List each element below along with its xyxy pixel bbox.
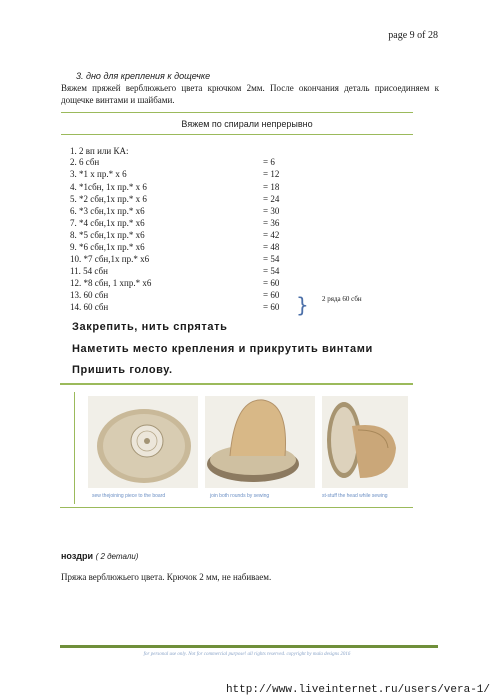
round-label: 2. 6 сбн [70, 157, 100, 167]
nostrils-heading [61, 551, 138, 561]
round-label: 14. 60 сбн [70, 302, 109, 312]
round-label: 1. 2 вп или КА: [70, 146, 129, 156]
nostrils-count: ( 2 детали) [95, 552, 139, 561]
photos-left-rule [74, 392, 75, 504]
round-count: = 48 [263, 242, 280, 252]
round-count: = 54 [263, 254, 280, 264]
round-count: = 18 [263, 182, 280, 192]
photo-caption-2: join both rounds by sewing [210, 493, 270, 499]
section-title: 3. дно для крепления к дощечке [76, 71, 211, 81]
spiral-banner: Вяжем по спирали непрерывно [181, 119, 313, 129]
photo-caption-1: sew thejoining piece to the board [92, 493, 166, 499]
footer-rule [60, 645, 438, 648]
round-count: = 54 [263, 266, 280, 276]
banner-bottom-rule [61, 134, 413, 135]
round-label: 3. *1 х пр.* х 6 [70, 169, 127, 179]
footer-copyright: for personal use only. Not for commercial purpose! all rights reserved. copyright by mala designs 2016 [143, 652, 351, 657]
round-label: 7. *4 сбн,1х пр.* х6 [70, 218, 145, 228]
photo-join [205, 396, 315, 488]
round-label: 13. 60 сбн [70, 290, 109, 300]
round-count: = 12 [263, 169, 280, 179]
round-label: 6. *3 сбн,1х пр.* х6 [70, 206, 145, 216]
intro-text: Вяжем пряжей верблюжьего цвета крючком 2мм. После окончания деталь присоединяем к дощечке винтами и шайбами. [61, 83, 439, 105]
page-number: page 9 of 28 [388, 30, 438, 41]
round-count: = 24 [263, 194, 280, 204]
round-count: = 60 [263, 290, 280, 300]
round-label: 9. *6 сбн,1х пр.* х6 [70, 242, 145, 252]
photo-stuff [322, 396, 408, 488]
round-label: 4. *1сбн, 1х пр.* х 6 [70, 182, 147, 192]
brace-icon: } [296, 293, 309, 317]
photos-top-rule [60, 383, 413, 385]
nostrils-title: ноздри [61, 551, 94, 561]
photo-caption-3: st-stuff the head while sewing [322, 493, 388, 499]
round-count: = 36 [263, 218, 280, 228]
instruction-1: Закрепить, нить спрятать [72, 321, 228, 333]
round-label: 11. 54 сбн [70, 266, 108, 276]
side-note: 2 ряда 60 сбн [322, 295, 362, 303]
round-label: 8. *5 сбн,1х пр.* х6 [70, 230, 145, 240]
round-count: = 42 [263, 230, 280, 240]
round-label: 10. *7 сбн,1х пр.* х6 [70, 254, 150, 264]
round-count: = 30 [263, 206, 280, 216]
instruction-2: Наметить место крепления и прикрутить винтами [72, 343, 373, 355]
instruction-3: Пришить голову. [72, 364, 173, 376]
stuffed-head-image [322, 396, 408, 488]
crochet-dome-image [205, 396, 315, 488]
photos-bottom-rule [60, 507, 413, 508]
photo-board [88, 396, 198, 488]
banner-top-rule [61, 112, 413, 113]
round-label: 12. *8 сбн, 1 хпр.* х6 [70, 278, 152, 288]
round-count: = 60 [263, 302, 280, 312]
round-count: = 60 [263, 278, 280, 288]
round-label: 5. *2 сбн,1х пр.* х 6 [70, 194, 147, 204]
wood-slice-image [88, 396, 198, 488]
yarn-line: Пряжа верблюжьего цвета. Крючок 2 мм, не набиваем. [61, 572, 272, 582]
round-count: = 6 [263, 157, 275, 167]
source-url: http://www.liveinternet.ru/users/vera-1/ [225, 684, 490, 696]
